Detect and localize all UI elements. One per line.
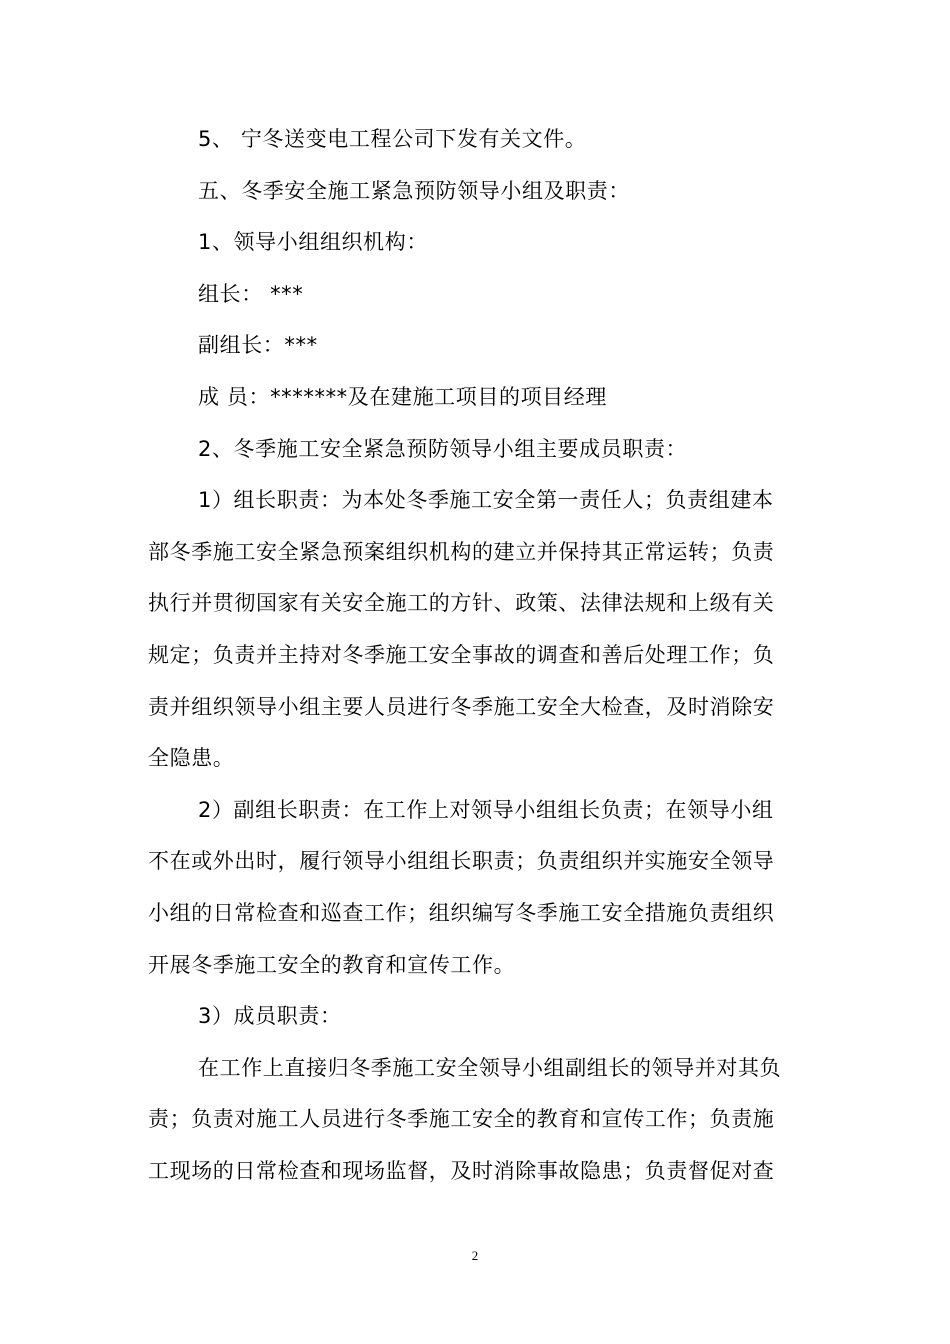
text-line: 责并组织领导小组主要人员进行冬季施工安全大检查，及时消除安 bbox=[148, 694, 775, 719]
text-line: 责；负责对施工人员进行冬季施工安全的教育和宣传工作；负责施 bbox=[148, 1107, 775, 1132]
text-line: 2）副组长职责：在工作上对领导小组组长负责；在领导小组 bbox=[198, 797, 774, 822]
text-line: 3）成员职责： bbox=[198, 1004, 342, 1029]
text-line: 小组的日常检查和巡查工作；组织编写冬季施工安全措施负责组织 bbox=[148, 900, 775, 925]
text-line: 成 员：*******及在建施工项目的项目经理 bbox=[198, 384, 607, 409]
text-line: 在工作上直接归冬季施工安全领导小组副组长的领导并对其负 bbox=[198, 1055, 782, 1080]
text-line: 全隐患。 bbox=[148, 746, 235, 771]
text-line: 2、冬季施工安全紧急预防领导小组主要成员职责： bbox=[198, 436, 688, 461]
text-line: 5、 宁冬送变电工程公司下发有关文件。 bbox=[198, 127, 587, 151]
text-line: 不在或外出时，履行领导小组组长职责；负责组织并实施安全领导 bbox=[148, 849, 775, 874]
text-line: 组长： *** bbox=[198, 281, 304, 306]
text-line: 执行并贯彻国家有关安全施工的方针、政策、法律法规和上级有关 bbox=[148, 591, 775, 616]
text-line: 1、领导小组组织机构： bbox=[198, 230, 428, 255]
text-line: 开展冬季施工安全的教育和宣传工作。 bbox=[148, 952, 516, 977]
text-line: 副组长：*** bbox=[198, 333, 318, 358]
text-line: 规定；负责并主持对冬季施工安全事故的调查和善后处理工作；负 bbox=[148, 642, 775, 667]
document-body bbox=[148, 114, 800, 1197]
text-line: 工现场的日常检查和现场监督，及时消除事故隐患；负责督促对查 bbox=[148, 1158, 775, 1183]
text-line: 部冬季施工安全紧急预案组织机构的建立并保持其正常运转；负责 bbox=[148, 539, 775, 564]
page-number: 2 bbox=[471, 1248, 479, 1263]
text-line: 1）组长职责：为本处冬季施工安全第一责任人；负责组建本 bbox=[198, 488, 774, 513]
text-line: 五、冬季安全施工紧急预防领导小组及职责： bbox=[198, 178, 630, 203]
